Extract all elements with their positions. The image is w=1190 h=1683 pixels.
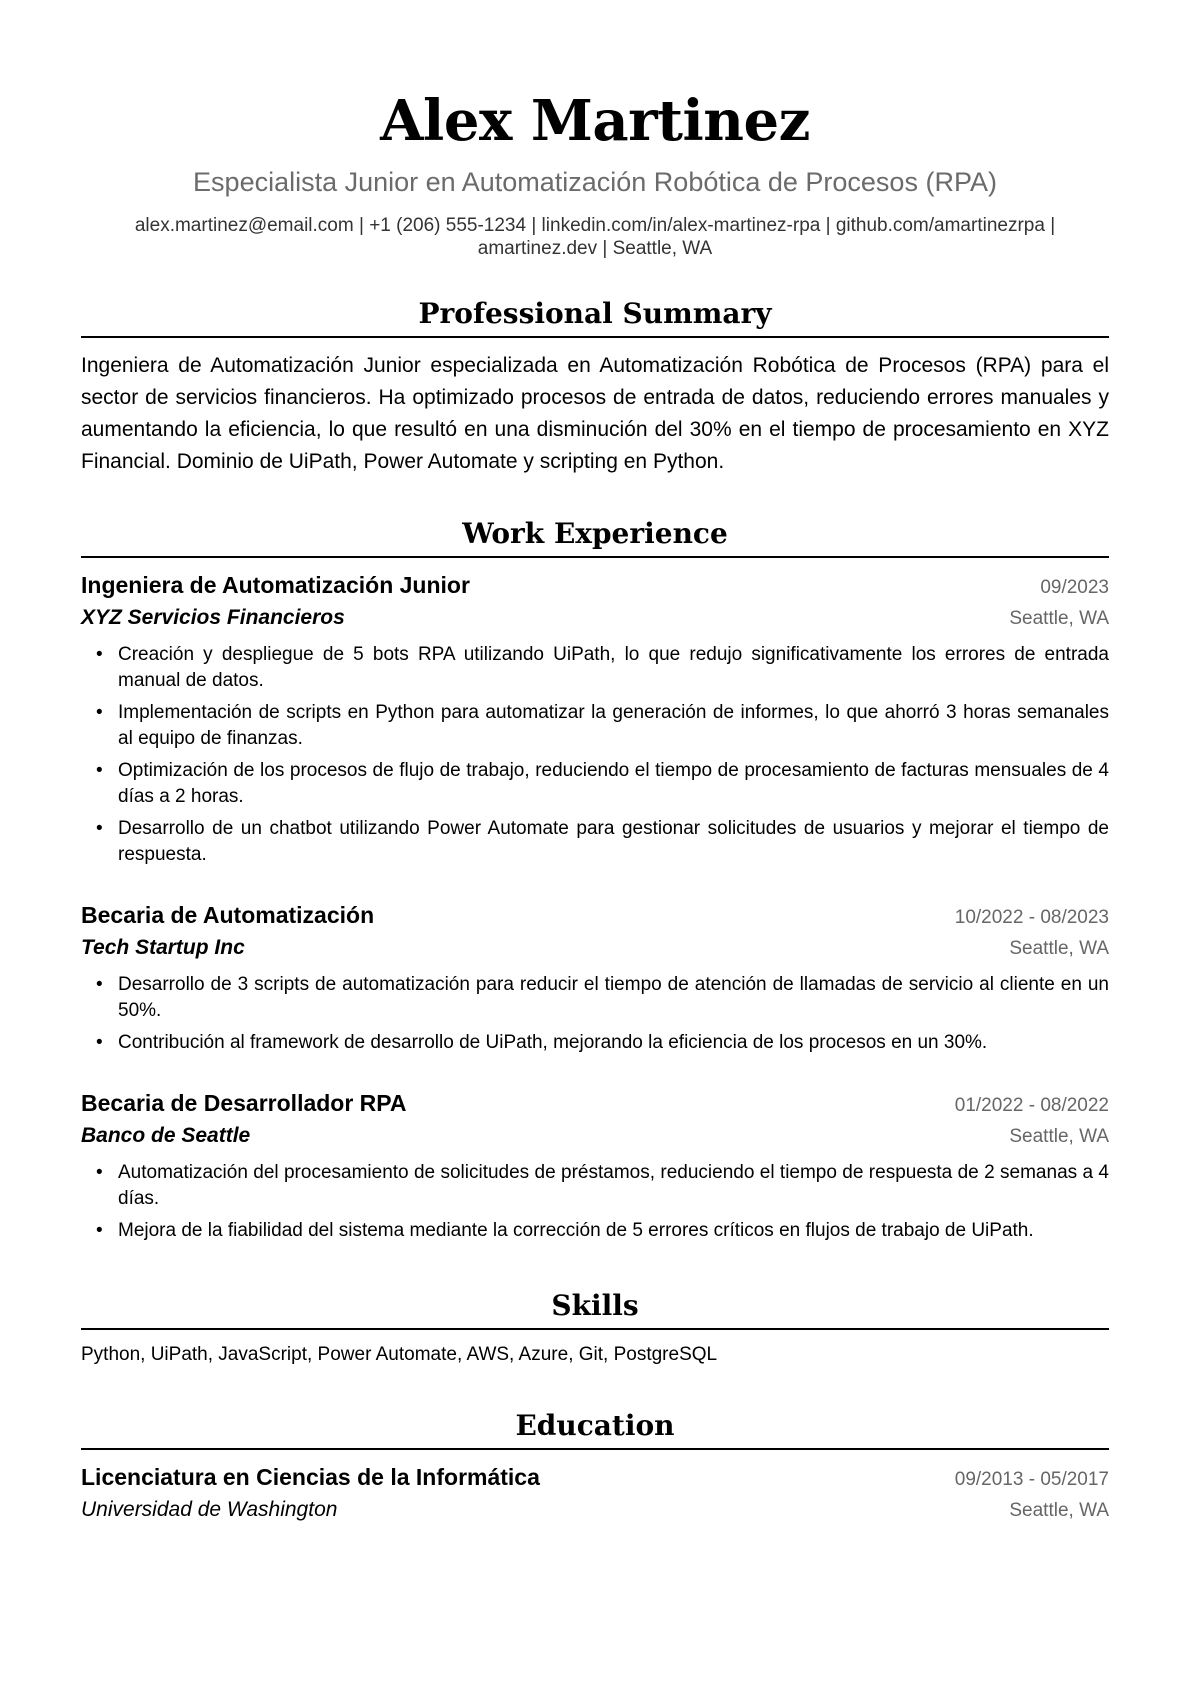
contact-line: alex.martinez@email.com | +1 (206) 555-1234 | linkedin.com/in/alex-martinez-rpa | github.com/amartinezrpa | amartinez.dev | Seattle, WA	[134, 215, 1056, 259]
degree-title: Licenciatura en Ciencias de la Informática	[81, 1464, 540, 1490]
summary-text: Ingeniera de Automatización Junior especializada en Automatización Robótica de Procesos (RPA) para el sector de servicios financieros. Ha optimizado procesos de entrada de datos, reduciendo errores manuales y aumentando la eficiencia, lo que resultó en una disminución del 30% en el tiempo de procesamiento en XYZ Financial. Dominio de UiPath, Power Automate y scripting en Python.	[81, 354, 1109, 473]
job-date: 01/2022 - 08/2022	[954, 1095, 1109, 1116]
job-location: Seattle, WA	[1009, 1126, 1109, 1147]
job-entry	[81, 1088, 1109, 1244]
job-title: Becaria de Automatización	[81, 902, 375, 928]
section-divider	[81, 556, 1109, 558]
job-bullets	[81, 972, 1109, 1056]
section-divider	[81, 336, 1109, 338]
education-entry	[81, 1462, 1109, 1526]
school-name: Universidad de Washington	[81, 1498, 338, 1521]
education-location: Seattle, WA	[1009, 1500, 1109, 1521]
skills-section	[81, 1288, 1109, 1368]
section-divider	[81, 1448, 1109, 1450]
bullet-item: • Desarrollo de 3 scripts de automatización para reducir el tiempo de atención de llamadas de servicio al cliente en un 50%.	[118, 972, 1109, 1024]
bullet-item: • Contribución al framework de desarrollo de UiPath, mejorando la eficiencia de los procesos en un 30%.	[118, 1030, 1109, 1056]
job-company: XYZ Servicios Financieros	[81, 606, 345, 629]
section-title-experience: Work Experience	[462, 517, 728, 550]
candidate-name: Alex Martinez	[380, 88, 810, 154]
job-date: 10/2022 - 08/2023	[954, 907, 1109, 928]
job-bullets	[81, 642, 1109, 868]
education-date: 09/2013 - 05/2017	[954, 1469, 1109, 1490]
job-title: Becaria de Desarrollador RPA	[81, 1090, 407, 1116]
job-entry	[81, 570, 1109, 868]
job-bullets	[81, 1160, 1109, 1244]
bullet-item: • Mejora de la fiabilidad del sistema mediante la corrección de 5 errores críticos en flujos de trabajo de UiPath.	[118, 1218, 1109, 1244]
job-location: Seattle, WA	[1009, 938, 1109, 959]
bullet-item: • Creación y despliegue de 5 bots RPA utilizando UiPath, lo que redujo significativamente los errores de entrada manual de datos.	[118, 642, 1109, 694]
job-entry	[81, 900, 1109, 1056]
job-date: 09/2023	[1040, 577, 1109, 598]
bullet-item: • Optimización de los procesos de flujo de trabajo, reduciendo el tiempo de procesamiento de facturas mensuales de 4 días a 2 horas.	[118, 758, 1109, 810]
section-divider	[81, 1328, 1109, 1330]
job-location: Seattle, WA	[1009, 608, 1109, 629]
skills-list: Python, UiPath, JavaScript, Power Automate, AWS, Azure, Git, PostgreSQL	[81, 1344, 718, 1365]
section-title-summary: Professional Summary	[418, 297, 772, 330]
section-title-education: Education	[515, 1409, 675, 1442]
experience-section	[81, 516, 1109, 1244]
job-company: Tech Startup Inc	[81, 936, 245, 959]
education-section	[81, 1408, 1109, 1526]
bullet-item: • Automatización del procesamiento de solicitudes de préstamos, reduciendo el tiempo de respuesta de 2 semanas a 4 días.	[118, 1160, 1109, 1212]
job-title: Ingeniera de Automatización Junior	[81, 572, 470, 598]
bullet-item: • Desarrollo de un chatbot utilizando Power Automate para gestionar solicitudes de usuarios y mejorar el tiempo de respuesta.	[118, 816, 1109, 868]
job-company: Banco de Seattle	[81, 1124, 251, 1147]
summary-section	[81, 296, 1109, 478]
bullet-item: • Implementación de scripts en Python para automatizar la generación de informes, lo que ahorró 3 horas semanales al equipo de finanzas.	[118, 700, 1109, 752]
section-title-skills: Skills	[551, 1289, 639, 1322]
candidate-headline: Especialista Junior en Automatización Robótica de Procesos (RPA)	[193, 167, 997, 197]
